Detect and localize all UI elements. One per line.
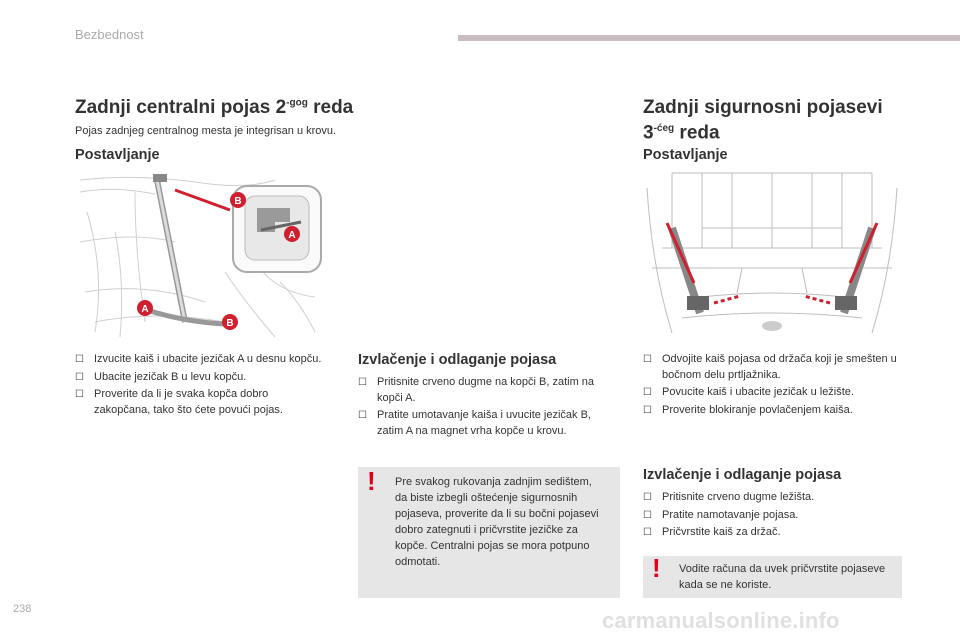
- checkbox-bullet-icon: ☐: [643, 354, 652, 365]
- list-item: ☐ Ubacite jezičak B u levu kopču.: [75, 370, 325, 386]
- checkbox-bullet-icon: ☐: [643, 509, 652, 521]
- right-title-num: 3: [643, 122, 654, 144]
- right-title-sup: -ćeg: [653, 123, 675, 134]
- list-item: ☐ Pratite namotavanje pojasa.: [643, 508, 905, 524]
- header-accent-bar: [458, 35, 960, 41]
- list-item: ☐ Odvojite kaiš pojasa od držača koji je smešten u bočnom delu prtljažnika.: [643, 353, 897, 381]
- left-title-end: reda: [307, 97, 354, 118]
- right-title-line1: Zadnji sigurnosni pojasevi: [643, 97, 883, 118]
- middle-warning-text: Pre svakog rukovanja zadnjim sedištem, da biste izbegli oštećenje sigurnosnih pojaseva, proverite da li su bočni pojasevi dobro zategnuti i pričvrstite jezičke za kopče. Centralni pojas se mora potpuno odmotati.: [395, 476, 599, 568]
- right-title-end: reda: [674, 122, 720, 144]
- checkbox-bullet-icon: ☐: [75, 354, 84, 365]
- rear-seat-center-belt-illustration: [75, 172, 325, 342]
- left-intro: Pojas zadnjeg centralnog mesta je integrisan u krovu.: [75, 125, 337, 137]
- page-number: 238: [13, 603, 32, 615]
- right-remove-list: [643, 490, 905, 543]
- callout-b-detail-label: B: [234, 196, 242, 207]
- callout-a-detail-label: A: [288, 230, 296, 241]
- callout-a-label: A: [141, 304, 149, 315]
- checkbox-bullet-icon: ☐: [643, 404, 652, 416]
- third-row-belts-illustration: [642, 168, 902, 340]
- checkbox-bullet-icon: ☐: [643, 492, 652, 503]
- left-title-sup: -gog: [286, 97, 308, 109]
- right-install-list: [643, 352, 905, 420]
- list-item: ☐ Izvucite kaiš i ubacite jezičak A u desnu kopču.: [75, 352, 325, 368]
- left-install-list: [75, 352, 325, 420]
- list-item: ☐ Pričvrstite kaiš za držač.: [643, 525, 905, 541]
- left-install-heading: Postavljanje: [75, 147, 160, 163]
- middle-remove-heading: Izvlačenje i odlaganje pojasa: [358, 352, 557, 368]
- right-remove-heading: Izvlačenje i odlaganje pojasa: [643, 467, 842, 483]
- checkbox-bullet-icon: ☐: [358, 410, 367, 421]
- left-title-text: Zadnji centralni pojas 2: [75, 97, 287, 118]
- middle-remove-list: [358, 375, 620, 441]
- middle-warning-box: [358, 467, 620, 598]
- list-item: ☐ Pritisnite crveno dugme ležišta.: [643, 490, 905, 506]
- exclamation-icon: !: [367, 466, 376, 496]
- checkbox-bullet-icon: ☐: [75, 389, 84, 400]
- list-item: ☐ Proverite da li je svaka kopča dobro zakopčana, tako što ćete povući pojas.: [75, 388, 283, 416]
- checkbox-bullet-icon: ☐: [643, 527, 652, 538]
- right-install-heading: Postavljanje: [643, 147, 728, 163]
- left-title: [75, 97, 353, 119]
- right-title: [643, 97, 883, 143]
- right-warning-text: Vodite računa da uvek pričvrstite pojaseve kada se ne koriste.: [679, 563, 886, 591]
- callout-b-label: B: [226, 318, 234, 329]
- exclamation-icon: !: [652, 553, 661, 583]
- section-label: Bezbednost: [75, 27, 144, 42]
- list-item: ☐ Proverite blokiranje povlačenjem kaiša.: [643, 403, 905, 419]
- watermark: carmanualsonline.info: [602, 608, 840, 633]
- checkbox-bullet-icon: ☐: [643, 387, 652, 398]
- list-item: ☐ Pritisnite crveno dugme na kopči B, zatim na kopči A.: [358, 376, 595, 404]
- right-warning-box: [643, 553, 902, 598]
- list-item: ☐ Povucite kaiš i ubacite jezičak u ležište.: [643, 385, 905, 401]
- checkbox-bullet-icon: ☐: [75, 371, 84, 383]
- checkbox-bullet-icon: ☐: [358, 377, 367, 388]
- list-item: ☐ Pratite umotavanje kaiša i uvucite jezičak B, zatim A na magnet vrha kopče u krovu.: [358, 409, 591, 437]
